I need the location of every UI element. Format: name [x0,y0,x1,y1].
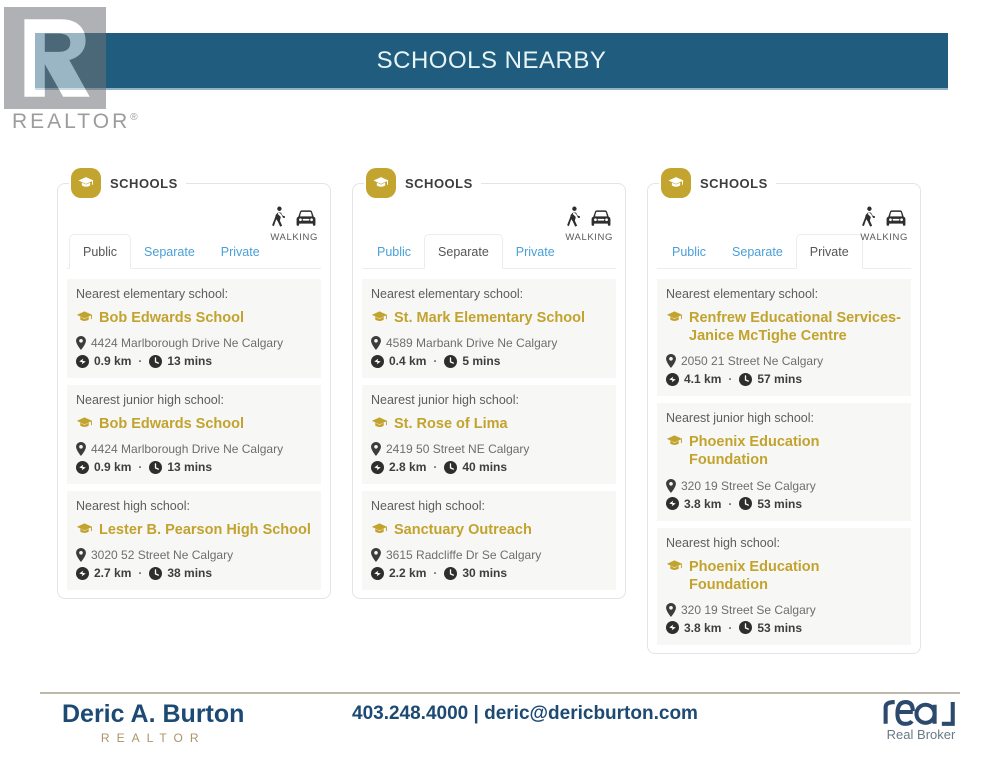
tab-private[interactable]: Private [796,234,863,269]
graduation-cap-icon [371,310,388,324]
distance-icon [371,567,384,580]
schools-legend [364,168,481,198]
tab-separate[interactable]: Separate [144,245,195,259]
location-pin-icon [76,336,86,350]
clock-icon [739,497,752,510]
mode-label: WALKING [860,232,908,243]
school-section [67,279,321,378]
section-label: Nearest elementary school: [666,287,819,301]
school-name: Bob Edwards School [99,416,245,433]
graduation-cap-icon [666,434,683,448]
distance-value: 4.1 km [684,372,722,387]
time-value: 53 mins [757,496,803,511]
time-value: 13 mins [167,460,213,475]
agent-block [62,700,244,745]
time-value: 5 mins [462,354,501,369]
meta-separator: · [728,620,733,635]
school-name: Sanctuary Outreach [394,522,532,539]
tab-separate[interactable]: Separate [732,245,783,259]
sections [657,279,911,645]
school-section [362,491,616,590]
section-label: Nearest junior high school: [76,393,224,408]
meta-separator: · [728,372,733,387]
school-card [352,168,626,599]
meta-separator: · [433,460,438,475]
section-label: Nearest high school: [666,535,780,550]
realtor-logo-text: REALTOR® [12,110,138,133]
meta-separator: · [728,496,733,511]
school-name: Phoenix Education Foundation [689,434,820,469]
section-label: Nearest high school: [371,499,485,514]
walking-icon [271,206,286,228]
real-broker-name: Real Broker [886,727,956,742]
schools-legend-label: SCHOOLS [110,175,178,191]
school-card [57,168,331,599]
distance-icon [371,461,384,474]
graduation-cap-badge-icon [71,168,101,198]
walking-icon [566,206,581,228]
graduation-cap-icon [76,416,93,430]
school-address: 3615 Radcliffe Dr Se Calgary [386,548,542,563]
time-value: 57 mins [757,372,803,387]
clock-icon [444,461,457,474]
schools-legend-label: SCHOOLS [405,175,473,191]
school-address: 4589 Marbank Drive Ne Calgary [386,336,558,351]
meta-separator: · [433,354,438,369]
schools-legend-label: SCHOOLS [700,175,768,191]
school-name: St. Mark Elementary School [394,310,585,326]
meta-separator: · [433,566,438,581]
graduation-cap-icon [371,416,388,430]
clock-icon [739,621,752,634]
travel-mode-block [565,206,613,243]
clock-icon [149,461,162,474]
meta-separator: · [138,566,143,581]
graduation-cap-badge-icon [661,168,691,198]
distance-icon [666,373,679,386]
school-name: Renfrew Educational Services- Janice McTighe Centre [689,310,901,345]
tab-private[interactable]: Private [515,245,555,259]
distance-icon [76,567,89,580]
distance-icon [666,497,679,510]
clock-icon [444,567,457,580]
distance-value: 2.8 km [389,460,427,475]
footer-divider [40,692,960,694]
distance-icon [76,461,89,474]
cards-row [57,168,921,654]
time-value: 30 mins [462,566,508,581]
agent-title: REALTOR [100,731,206,745]
distance-value: 3.8 km [684,496,722,511]
real-broker-block [882,698,960,742]
section-label: Nearest elementary school: [76,287,229,301]
tab-public[interactable]: Public [672,245,707,259]
meta-separator: · [138,460,143,475]
location-pin-icon [76,548,86,562]
school-section [657,403,911,520]
mode-label: WALKING [270,232,318,243]
footer-contact: 403.248.4000 | deric@dericburton.com [352,703,698,724]
graduation-cap-icon [666,559,683,573]
distance-value: 2.7 km [94,566,132,581]
location-pin-icon [371,442,381,456]
travel-mode-block [860,206,908,243]
location-pin-icon [76,442,86,456]
school-address: 320 19 Street Se Calgary [681,478,816,493]
page-title: SCHOOLS NEARBY [376,46,607,74]
registered-mark: ® [130,112,138,123]
school-section [657,279,911,396]
travel-mode-block [270,206,318,243]
clock-icon [739,373,752,386]
school-section [67,491,321,590]
tab-public[interactable]: Public [377,245,412,259]
distance-icon [76,355,89,368]
distance-value: 0.9 km [94,354,132,369]
location-pin-icon [371,336,381,350]
walking-icon [861,206,876,228]
schools-legend [659,168,776,198]
tab-private[interactable]: Private [220,245,260,259]
distance-value: 3.8 km [684,620,722,635]
sections [67,279,321,590]
time-value: 53 mins [757,620,803,635]
clock-icon [444,355,457,368]
time-value: 38 mins [167,566,213,581]
section-label: Nearest junior high school: [666,411,814,426]
time-value: 40 mins [462,460,508,475]
school-section [362,279,616,378]
meta-separator: · [138,354,143,369]
distance-value: 0.9 km [94,460,132,475]
distance-value: 0.4 km [389,354,427,369]
school-card [647,168,921,654]
location-pin-icon [666,603,676,617]
distance-icon [371,355,384,368]
distance-value: 2.2 km [389,566,427,581]
graduation-cap-icon [371,522,388,536]
mode-label: WALKING [565,232,613,243]
real-broker-logo-icon [882,698,960,726]
section-label: Nearest elementary school: [371,287,524,301]
distance-icon [666,621,679,634]
location-pin-icon [666,479,676,493]
school-address: 3020 52 Street Ne Calgary [91,548,234,563]
school-section [362,385,616,484]
section-label: Nearest high school: [76,499,190,514]
location-pin-icon [666,354,676,368]
school-name: Lester B. Pearson High School [99,522,311,539]
realtor-block-logo-icon [4,7,106,109]
school-name: Bob Edwards School [99,310,245,326]
school-name: Phoenix Education Foundation [689,558,820,593]
school-section [67,385,321,484]
car-icon [589,209,613,228]
school-name: St. Rose of Lima [394,416,508,433]
school-address: 4424 Marlborough Drive Ne Calgary [91,442,284,457]
location-pin-icon [371,548,381,562]
school-address: 2050 21 Street Ne Calgary [681,354,824,369]
car-icon [884,209,908,228]
school-section [657,528,911,645]
graduation-cap-badge-icon [366,168,396,198]
tab-separate[interactable]: Separate [424,234,503,269]
tab-public[interactable]: Public [69,234,131,269]
graduation-cap-icon [666,310,683,324]
header-bar [35,33,948,90]
car-icon [294,209,318,228]
sections [362,279,616,590]
section-label: Nearest junior high school: [371,393,519,408]
school-address: 2419 50 Street NE Calgary [386,442,530,457]
graduation-cap-icon [76,310,93,324]
school-address: 4424 Marlborough Drive Ne Calgary [91,336,284,351]
schools-legend [69,168,186,198]
time-value: 13 mins [167,354,213,369]
graduation-cap-icon [76,522,93,536]
school-address: 320 19 Street Se Calgary [681,602,816,617]
agent-name: Deric A. Burton [62,700,245,728]
clock-icon [149,567,162,580]
clock-icon [149,355,162,368]
